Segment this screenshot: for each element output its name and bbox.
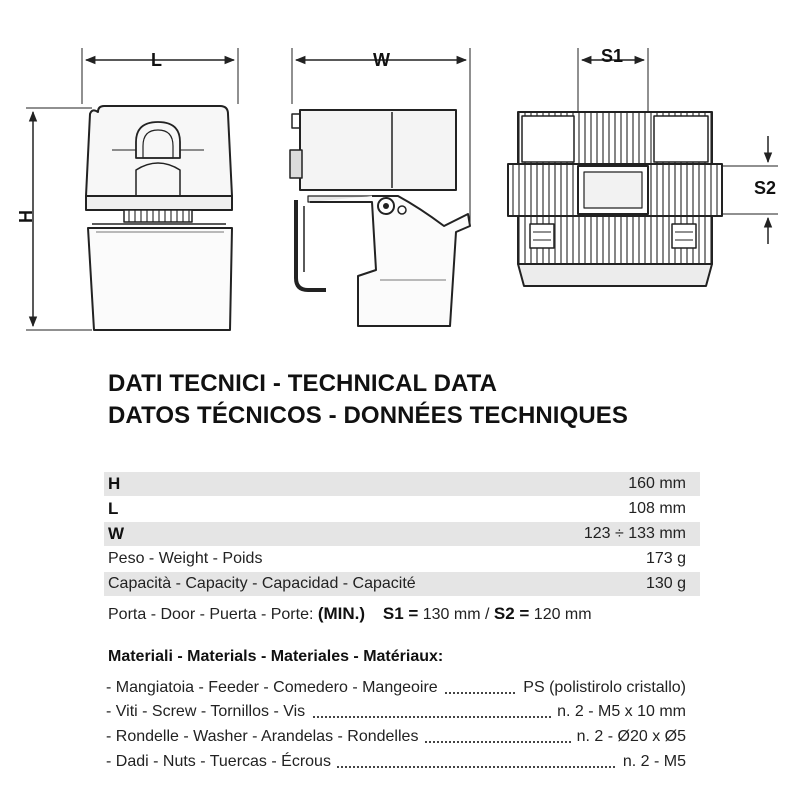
dimension-label-w: W (373, 50, 390, 70)
material-row (106, 750, 686, 774)
door-s1-label: S1 = (382, 604, 419, 623)
door-opening-line (108, 602, 592, 627)
material-value: PS (polistirolo cristallo) (517, 676, 686, 700)
dimension-label-s1: S1 (601, 46, 624, 66)
door-s1-value: 130 mm / (418, 606, 494, 623)
technical-drawings (0, 0, 800, 350)
spec-value: 130 g (645, 575, 686, 592)
material-row (106, 676, 686, 700)
dimension-label-s2: S2 (754, 178, 777, 198)
spec-value: 108 mm (628, 500, 686, 517)
spec-value: 160 mm (628, 475, 686, 492)
spec-row-capacity (104, 572, 700, 596)
spec-value: 173 g (645, 550, 686, 567)
material-row (106, 700, 686, 724)
spec-label: H (108, 474, 121, 493)
dimension-label-h: H (16, 210, 36, 223)
spec-row-w (104, 522, 700, 546)
material-value: n. 2 - M5 (617, 750, 686, 774)
material-row (106, 725, 686, 749)
spec-label: W (108, 524, 125, 543)
spec-value: 123 ÷ 133 mm (583, 525, 686, 542)
dimension-label-l: L (151, 50, 162, 70)
materials-title: Materiali - Materials - Materiales - Matériaux: (108, 648, 444, 665)
top-view-drawing (508, 48, 778, 286)
door-s2-label: S2 = (493, 604, 530, 623)
material-value: n. 2 - Ø20 x Ø5 (571, 725, 686, 749)
side-view-drawing (290, 48, 470, 326)
front-view-drawing (26, 48, 238, 330)
heading-datos-tecnicos: DATOS TÉCNICOS - DONNÉES TECHNIQUES (108, 402, 628, 429)
material-label: - Viti - Screw - Tornillos - Vis (106, 700, 311, 724)
material-label: - Mangiatoia - Feeder - Comedero - Mangeoire (106, 676, 444, 700)
material-label: - Rondelle - Washer - Arandelas - Rondelles (106, 725, 424, 749)
spec-label: L (108, 499, 119, 518)
spec-label: Peso - Weight - Poids (108, 550, 263, 567)
door-prefix: Porta - Door - Puerta - Porte: (108, 606, 318, 623)
spec-row-l (104, 497, 700, 521)
spec-label: Capacità - Capacity - Capacidad - Capacité (108, 575, 416, 592)
heading-technical-data: DATI TECNICI - TECHNICAL DATA (108, 370, 498, 397)
spec-row-h (104, 472, 700, 496)
door-min: (MIN.) (317, 604, 366, 623)
material-value: n. 2 - M5 x 10 mm (551, 700, 686, 724)
door-s2-value: 120 mm (529, 606, 592, 623)
material-label: - Dadi - Nuts - Tuercas - Écrous (106, 750, 337, 774)
spec-row-weight (104, 547, 700, 571)
